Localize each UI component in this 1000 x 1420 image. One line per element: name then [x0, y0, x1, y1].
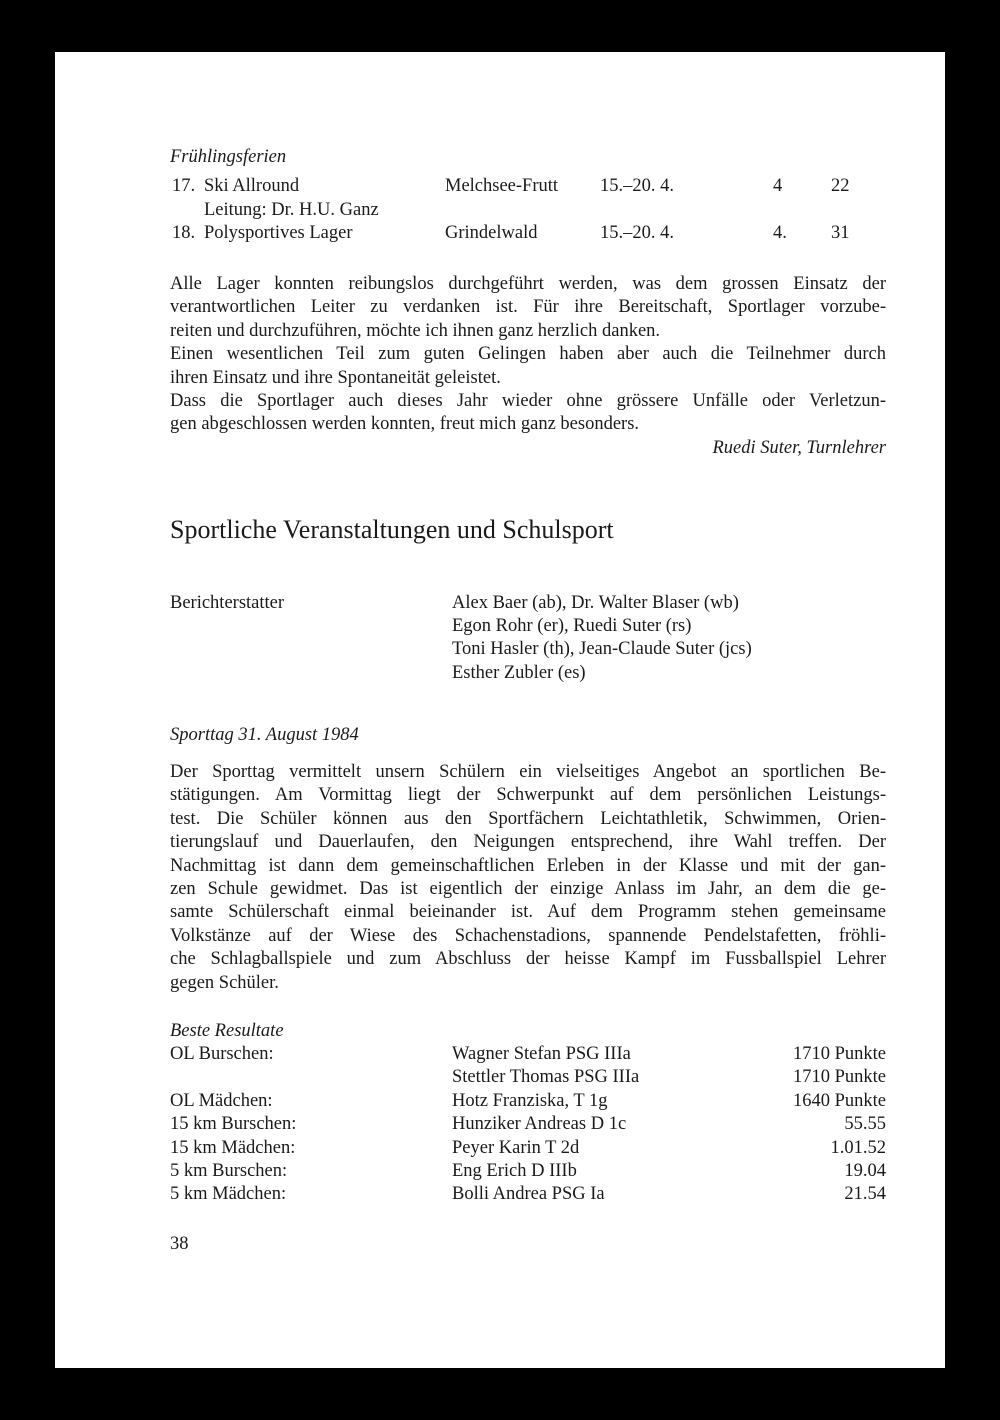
result-name: Peyer Karin T 2d [452, 1137, 580, 1158]
closing-paragraph-line: Dass die Sportlager auch dieses Jahr wieder ohne grössere Unfälle oder Verletzun- [170, 391, 886, 411]
page-number: 38 [170, 1234, 189, 1254]
result-name: Stettler Thomas PSG IIIa [452, 1067, 640, 1088]
sporttag-paragraph-line: samte Schülerschaft einmal beieinander ist. Auf dem Programm stehen gemeinsame [170, 902, 886, 923]
section-heading: Sportliche Veranstaltungen und Schulsport [170, 515, 614, 544]
sporttag-paragraph-line: Der Sporttag vermittelt unsern Schülern ein vielseitiges Angebot an sportlichen Be- [170, 762, 886, 782]
result-name: Eng Erich D IIIb [452, 1161, 577, 1181]
reporters-label: Berichterstatter [170, 593, 285, 613]
sporttag-paragraph-line: test. Die Schüler können aus den Sportfächern Leichtathletik, Schwimmen, Orien- [170, 808, 886, 829]
camp-dates: 15.–20. 4. [600, 176, 674, 196]
result-category: 15 km Burschen: [170, 1114, 297, 1135]
sporttag-paragraph-line: che Schlagballspiele und zum Abschluss der heisse Kampf im Fussballspiel Lehrer [170, 949, 886, 970]
result-value: 1.01.52 [830, 1137, 886, 1158]
sporttag-paragraph-line: Nachmittag ist dann dem gemeinschaftlichen Erleben in der Klasse und mit der gan- [170, 855, 886, 876]
result-category: 5 km Burschen: [170, 1161, 288, 1181]
sporttag-paragraph-line: tierungslauf und Dauerlaufen, den Neigungen entsprechend, ihre Wahl treffen. Der [170, 832, 886, 853]
closing-paragraph-line: verantwortlichen Leiter zu verdanken ist. Für ihre Bereitschaft, Sportlager vorzube- [170, 297, 886, 318]
camp-days: 4 [773, 176, 783, 196]
closing-paragraph-line: Einen wesentlichen Teil zum guten Gelingen haben aber auch die Teilnehmer durch [170, 344, 886, 365]
camp-name: Polysportives Lager [204, 223, 353, 243]
result-value: 21.54 [844, 1184, 886, 1205]
result-category: OL Mädchen: [170, 1090, 273, 1111]
document-page [55, 52, 945, 1368]
camp-participants: 31 [831, 223, 850, 243]
result-value: 1710 Punkte [792, 1067, 886, 1088]
signature: Ruedi Suter, Turnlehrer [712, 438, 886, 458]
result-name: Wagner Stefan PSG IIIa [452, 1044, 631, 1064]
sporttag-paragraph-line: gegen Schüler. [170, 972, 279, 993]
camp-leader: Leitung: Dr. H.U. Ganz [204, 200, 379, 220]
result-category: OL Burschen: [170, 1044, 274, 1064]
camp-days: 4. [773, 223, 787, 243]
result-category: 5 km Mädchen: [170, 1184, 287, 1205]
results-title: Beste Resultate [170, 1021, 284, 1041]
result-value: 1640 Punkte [792, 1090, 886, 1111]
camp-place: Melchsee-Frutt [445, 176, 559, 196]
reporter-line: Alex Baer (ab), Dr. Walter Blaser (wb) [452, 593, 739, 613]
sporttag-title: Sporttag 31. August 1984 [170, 725, 359, 745]
section-title-fruehlingsferien: Frühlingsferien [170, 147, 287, 167]
camp-participants: 22 [831, 176, 850, 196]
reporter-line: Egon Rohr (er), Ruedi Suter (rs) [452, 616, 692, 637]
reporter-line: Esther Zubler (es) [452, 662, 586, 683]
result-value: 19.04 [844, 1161, 886, 1181]
reporter-line: Toni Hasler (th), Jean-Claude Suter (jcs) [452, 639, 752, 660]
closing-paragraph-line: ihren Einsatz und ihre Spontaneität geleistet. [170, 367, 501, 388]
result-value: 1710 Punkte [792, 1044, 886, 1064]
camp-number: 17. [172, 176, 196, 196]
result-category: 15 km Mädchen: [170, 1137, 296, 1158]
closing-paragraph-line: Alle Lager konnten reibungslos durchgeführt werden, was dem grossen Einsatz der [170, 274, 886, 294]
result-value: 55.55 [844, 1114, 886, 1135]
result-name: Hunziker Andreas D 1c [452, 1114, 627, 1135]
sporttag-paragraph-line: Volkstänze auf der Wiese des Schachenstadions, spannende Pendelstafetten, fröhli- [170, 925, 886, 946]
sporttag-paragraph-line: stätigungen. Am Vormittag liegt der Schwerpunkt auf dem persönlichen Leistungs- [170, 785, 886, 806]
camp-dates: 15.–20. 4. [600, 223, 674, 243]
sporttag-paragraph-line: zen Schule gewidmet. Das ist eigentlich der einzige Anlass im Jahr, an dem die ge- [170, 879, 886, 899]
camp-name: Ski Allround [204, 176, 300, 196]
closing-paragraph-line: gen abgeschlossen werden konnten, freut mich ganz besonders. [170, 414, 640, 435]
result-name: Bolli Andrea PSG Ia [452, 1184, 605, 1205]
camp-place: Grindelwald [445, 223, 538, 243]
closing-paragraph-line: reiten und durchzuführen, möchte ich ihnen ganz herzlich danken. [170, 320, 661, 341]
camp-number: 18. [172, 223, 196, 243]
result-name: Hotz Franziska, T 1g [452, 1090, 608, 1111]
